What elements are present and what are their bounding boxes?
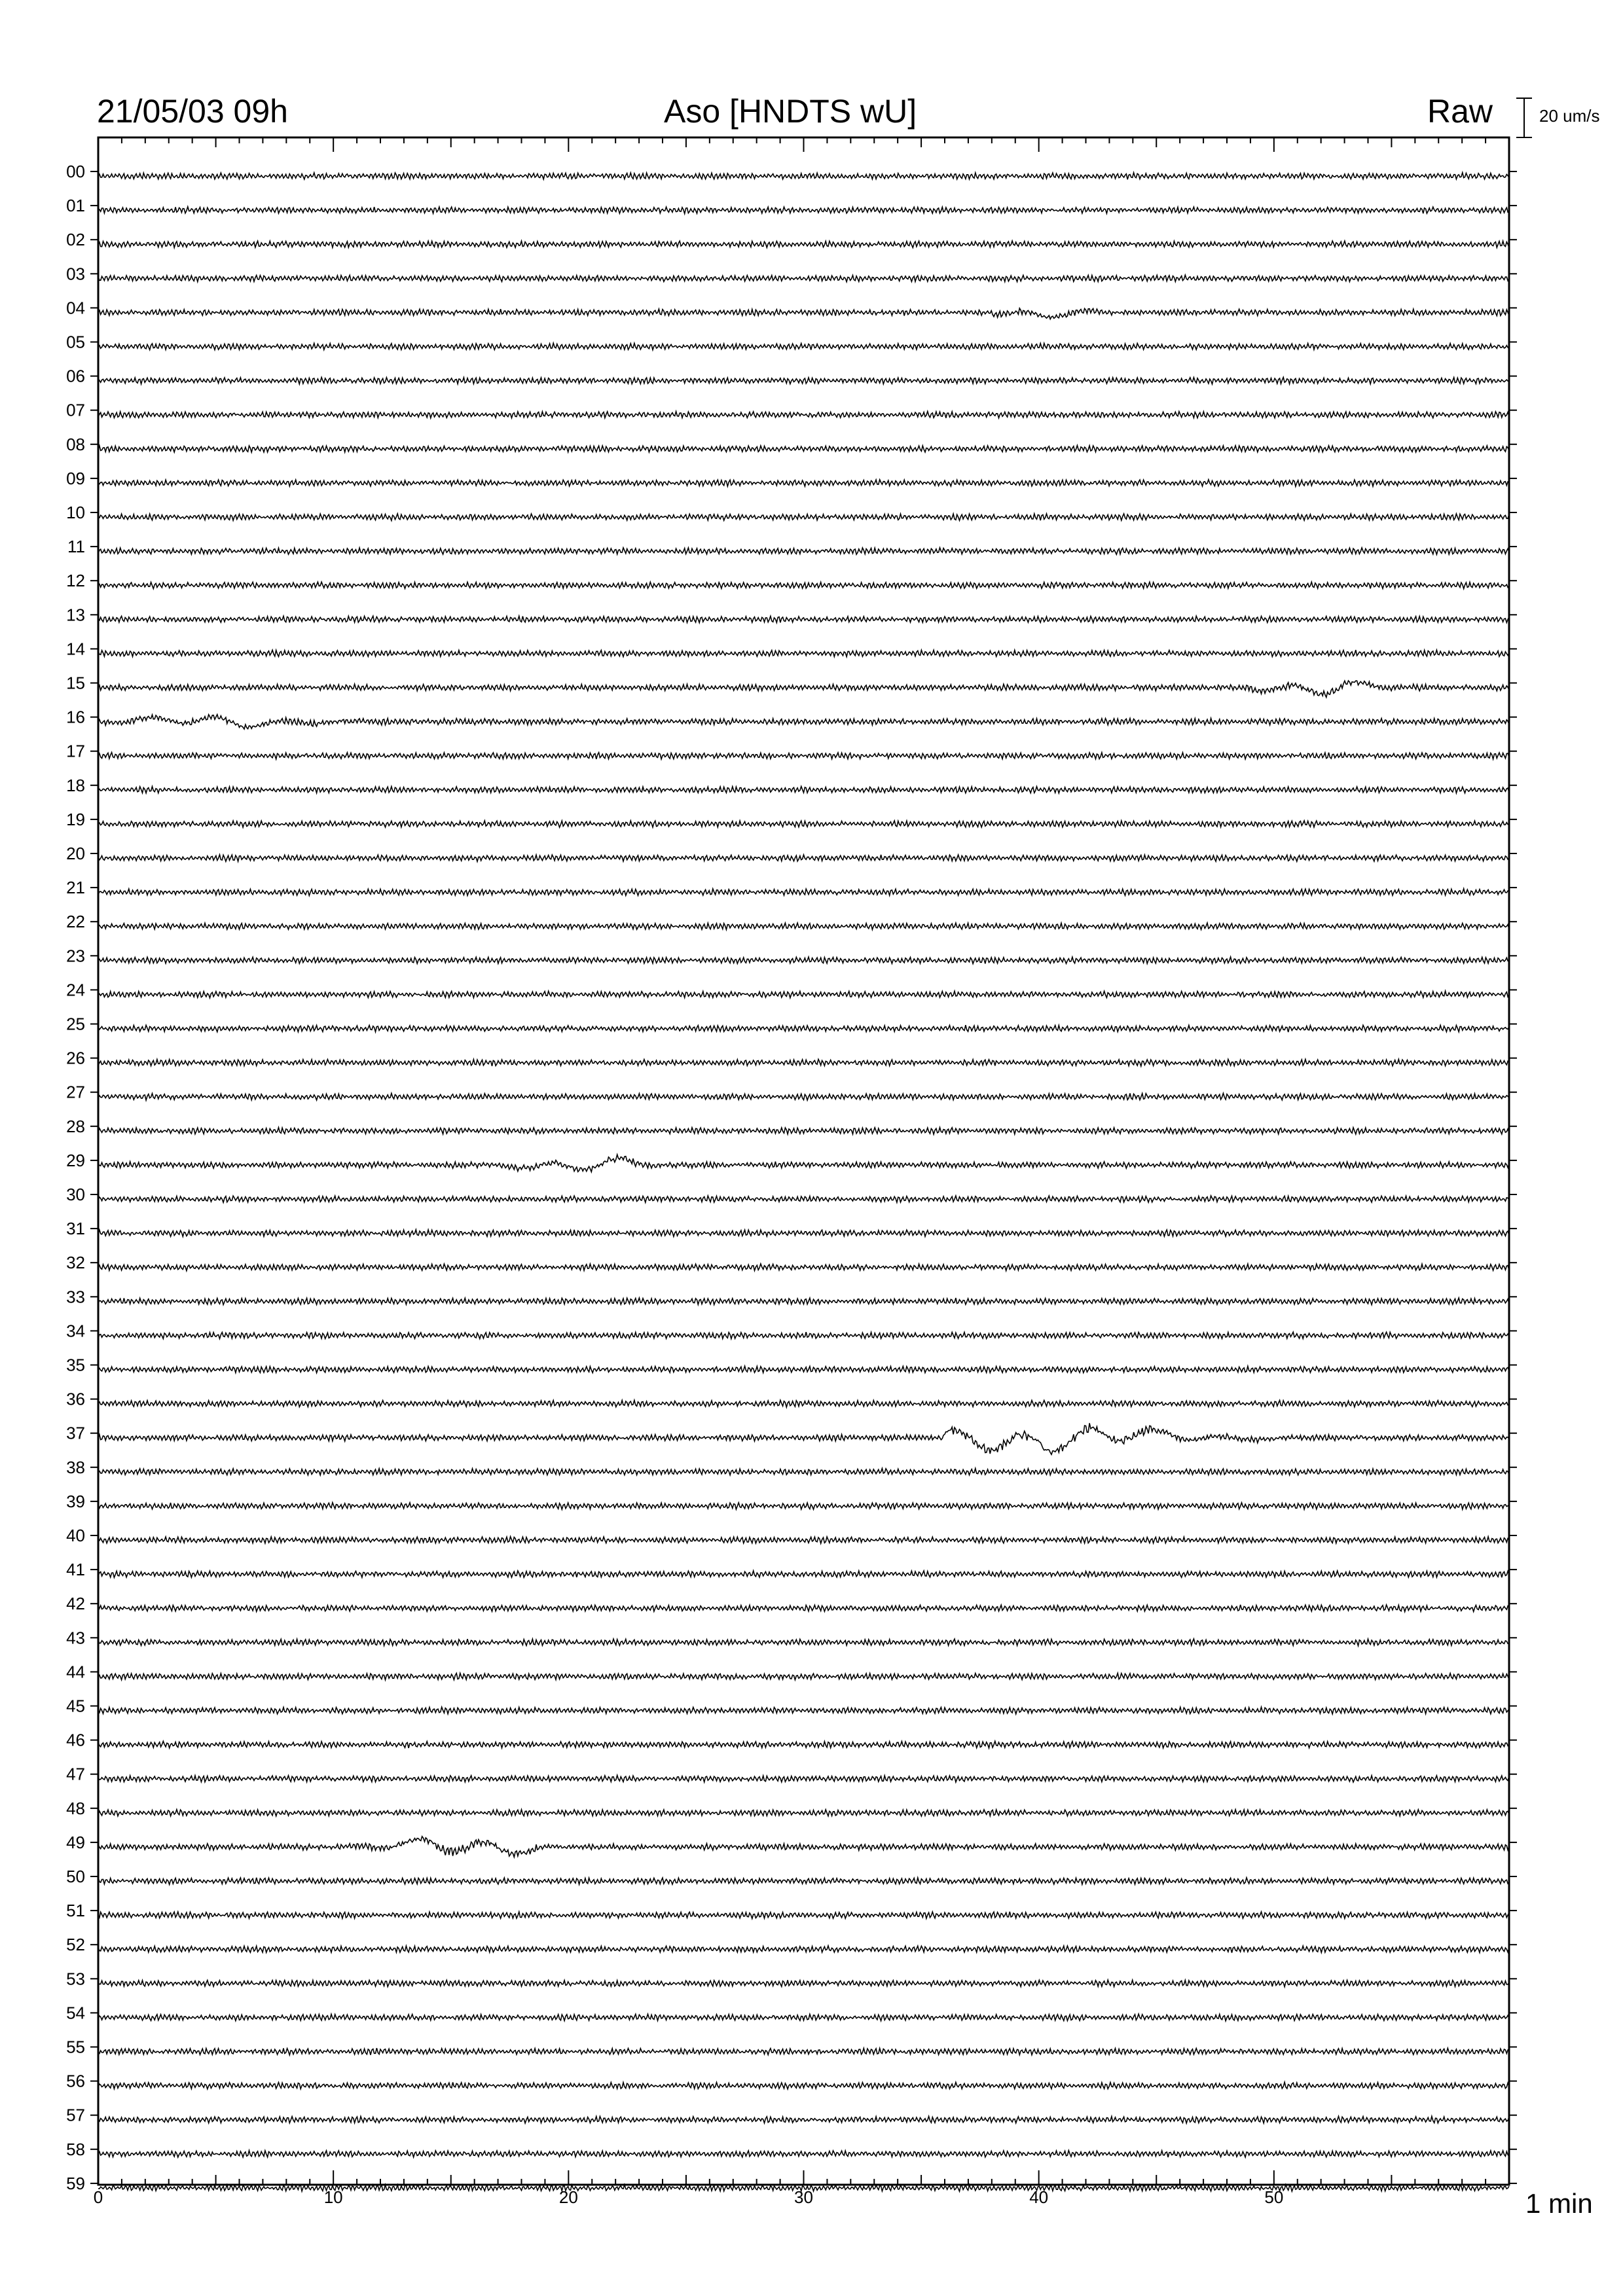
trace-row-58 xyxy=(98,2151,1509,2157)
trace-row-07 xyxy=(98,412,1509,418)
trace-row-35 xyxy=(98,1366,1509,1372)
row-label-45: 45 xyxy=(66,1696,85,1716)
trace-row-16 xyxy=(98,715,1509,729)
trace-row-57 xyxy=(98,2116,1509,2123)
row-labels xyxy=(66,162,85,2193)
trace-row-15 xyxy=(98,681,1509,697)
row-label-25: 25 xyxy=(66,1014,85,1034)
station-title: Aso [HNDTS wU] xyxy=(664,93,917,130)
row-label-55: 55 xyxy=(66,2037,85,2057)
row-label-40: 40 xyxy=(66,1526,85,1545)
trace-row-39 xyxy=(98,1503,1509,1510)
trace-row-37 xyxy=(98,1423,1509,1454)
row-label-09: 09 xyxy=(66,468,85,488)
trace-row-31 xyxy=(98,1230,1509,1237)
row-label-50: 50 xyxy=(66,1867,85,1886)
trace-row-38 xyxy=(98,1469,1509,1475)
trace-row-36 xyxy=(98,1400,1509,1407)
trace-row-26 xyxy=(98,1059,1509,1066)
row-label-35: 35 xyxy=(66,1355,85,1375)
trace-row-51 xyxy=(98,1912,1509,1919)
plot-frame xyxy=(98,137,1509,2185)
row-label-00: 00 xyxy=(66,162,85,181)
row-label-21: 21 xyxy=(66,878,85,898)
trace-row-25 xyxy=(98,1025,1509,1032)
row-label-10: 10 xyxy=(66,503,85,522)
trace-row-30 xyxy=(98,1196,1509,1202)
row-label-43: 43 xyxy=(66,1628,85,1648)
row-label-15: 15 xyxy=(66,673,85,693)
row-label-28: 28 xyxy=(66,1116,85,1136)
trace-row-46 xyxy=(98,1741,1509,1748)
row-label-44: 44 xyxy=(66,1662,85,1682)
trace-row-17 xyxy=(98,753,1509,759)
trace-row-12 xyxy=(98,582,1509,588)
x-tick-labels xyxy=(94,2187,1284,2207)
row-label-59: 59 xyxy=(66,2173,85,2193)
row-label-03: 03 xyxy=(66,264,85,284)
date-hour-label: 21/05/03 09h xyxy=(97,93,288,130)
row-label-57: 57 xyxy=(66,2105,85,2125)
row-label-05: 05 xyxy=(66,332,85,352)
time-unit-label: 1 min xyxy=(1525,2188,1593,2219)
trace-row-06 xyxy=(98,377,1509,384)
row-label-24: 24 xyxy=(66,980,85,1000)
x-tick-label-20: 20 xyxy=(558,2187,578,2207)
trace-row-54 xyxy=(98,2014,1509,2021)
trace-row-27 xyxy=(98,1093,1509,1100)
row-label-17: 17 xyxy=(66,741,85,761)
trace-row-22 xyxy=(98,923,1509,929)
trace-row-34 xyxy=(98,1332,1509,1338)
row-label-46: 46 xyxy=(66,1730,85,1750)
row-label-54: 54 xyxy=(66,2003,85,2023)
trace-row-21 xyxy=(98,889,1509,896)
trace-row-23 xyxy=(98,957,1509,963)
row-label-06: 06 xyxy=(66,366,85,386)
row-label-52: 52 xyxy=(66,1935,85,1955)
trace-row-11 xyxy=(98,548,1509,554)
x-tick-label-10: 10 xyxy=(323,2187,343,2207)
row-label-49: 49 xyxy=(66,1832,85,1852)
trace-row-49 xyxy=(98,1837,1509,1857)
trace-row-05 xyxy=(98,343,1509,350)
row-label-38: 38 xyxy=(66,1457,85,1477)
row-label-42: 42 xyxy=(66,1594,85,1614)
trace-row-10 xyxy=(98,514,1509,521)
x-tick-label-0: 0 xyxy=(93,2187,103,2207)
row-label-12: 12 xyxy=(66,571,85,591)
row-label-37: 37 xyxy=(66,1423,85,1443)
row-label-34: 34 xyxy=(66,1321,85,1341)
row-label-18: 18 xyxy=(66,775,85,795)
trace-row-43 xyxy=(98,1639,1509,1646)
trace-row-42 xyxy=(98,1605,1509,1612)
trace-row-56 xyxy=(98,2082,1509,2089)
row-label-58: 58 xyxy=(66,2139,85,2159)
row-label-51: 51 xyxy=(66,1901,85,1921)
trace-row-55 xyxy=(98,2048,1509,2055)
trace-row-48 xyxy=(98,1810,1509,1816)
row-label-01: 01 xyxy=(66,196,85,216)
row-label-47: 47 xyxy=(66,1764,85,1784)
row-label-08: 08 xyxy=(66,434,85,454)
trace-row-29 xyxy=(98,1155,1509,1172)
trace-row-50 xyxy=(98,1878,1509,1885)
amplitude-scale-label: 20 um/s xyxy=(1539,106,1600,126)
mode-label: Raw xyxy=(1427,93,1493,130)
row-label-36: 36 xyxy=(66,1389,85,1409)
trace-row-20 xyxy=(98,855,1509,862)
trace-row-52 xyxy=(98,1946,1509,1953)
trace-row-24 xyxy=(98,991,1509,998)
row-label-02: 02 xyxy=(66,230,85,250)
row-label-29: 29 xyxy=(66,1150,85,1170)
row-label-11: 11 xyxy=(67,537,85,557)
trace-row-14 xyxy=(98,650,1509,656)
row-label-13: 13 xyxy=(66,605,85,625)
row-label-22: 22 xyxy=(66,912,85,932)
trace-row-04 xyxy=(98,308,1509,319)
trace-row-01 xyxy=(98,207,1509,214)
row-label-48: 48 xyxy=(66,1798,85,1818)
trace-row-03 xyxy=(98,275,1509,281)
row-label-04: 04 xyxy=(66,298,85,318)
row-label-19: 19 xyxy=(66,809,85,829)
trace-row-33 xyxy=(98,1298,1509,1305)
trace-row-32 xyxy=(98,1264,1509,1271)
trace-row-00 xyxy=(98,173,1509,180)
row-label-33: 33 xyxy=(66,1287,85,1307)
row-label-20: 20 xyxy=(66,844,85,863)
row-label-30: 30 xyxy=(66,1185,85,1204)
trace-row-47 xyxy=(98,1775,1509,1782)
row-label-07: 07 xyxy=(66,400,85,420)
row-label-41: 41 xyxy=(66,1560,85,1580)
row-label-14: 14 xyxy=(66,639,85,659)
trace-row-18 xyxy=(98,787,1509,793)
x-tick-label-30: 30 xyxy=(794,2187,813,2207)
seismic-traces xyxy=(98,173,1509,2191)
trace-row-19 xyxy=(98,821,1509,827)
x-tick-label-50: 50 xyxy=(1264,2187,1284,2207)
trace-row-09 xyxy=(98,480,1509,487)
trace-row-02 xyxy=(98,241,1509,247)
row-label-16: 16 xyxy=(66,707,85,727)
trace-row-41 xyxy=(98,1571,1509,1577)
row-label-23: 23 xyxy=(66,946,85,966)
x-tick-label-40: 40 xyxy=(1029,2187,1049,2207)
trace-row-44 xyxy=(98,1673,1509,1679)
row-label-27: 27 xyxy=(66,1082,85,1102)
row-label-31: 31 xyxy=(66,1219,85,1239)
trace-row-08 xyxy=(98,446,1509,453)
trace-row-28 xyxy=(98,1128,1509,1135)
trace-row-45 xyxy=(98,1707,1509,1714)
row-label-39: 39 xyxy=(66,1491,85,1511)
trace-row-40 xyxy=(98,1537,1509,1544)
amplitude-scale-bar xyxy=(1516,98,1532,137)
row-label-32: 32 xyxy=(66,1253,85,1273)
trace-row-13 xyxy=(98,616,1509,622)
row-label-26: 26 xyxy=(66,1048,85,1068)
row-label-53: 53 xyxy=(66,1969,85,1989)
row-label-56: 56 xyxy=(66,2071,85,2091)
trace-row-53 xyxy=(98,1980,1509,1986)
